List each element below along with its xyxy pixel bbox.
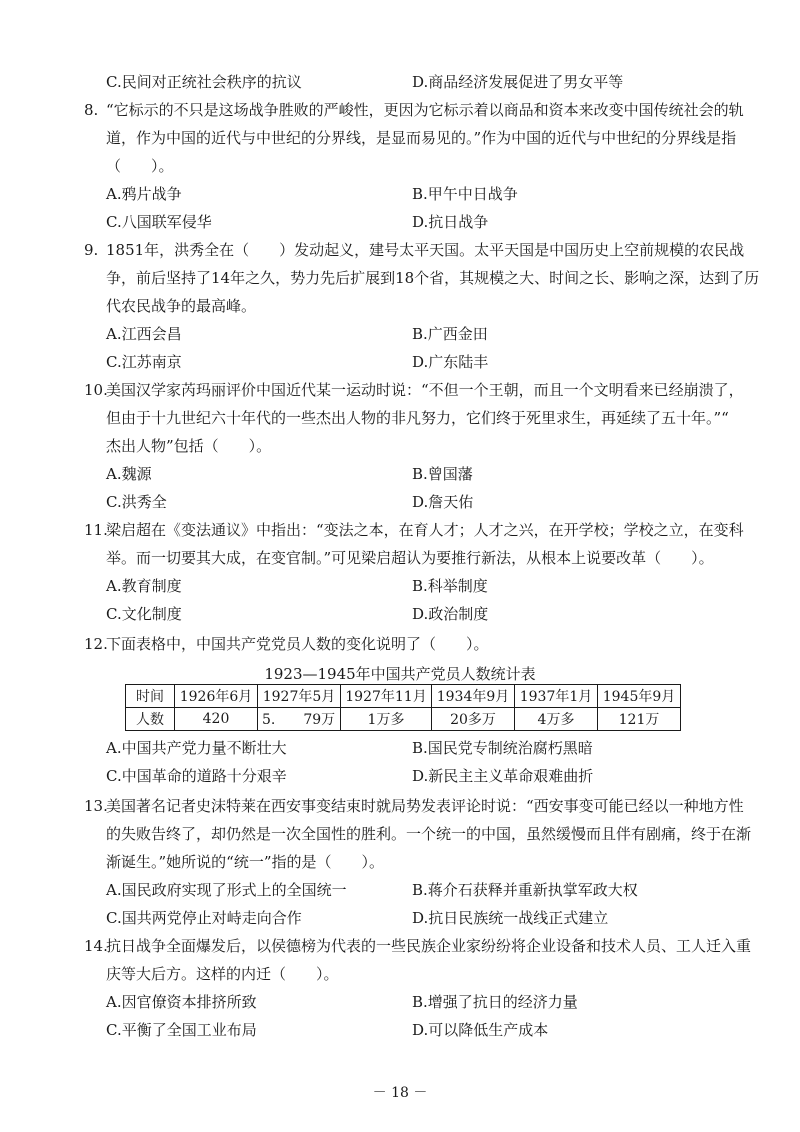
q13-number: 13.	[84, 797, 108, 815]
q11-stem-line: 梁启超在《变法通议》中指出：“变法之本，在育人才；人才之兴，在开学校；学校之立，在变科	[106, 521, 744, 539]
q10-stem-line: 但由于十九世纪六十年代的一些杰出人物的非凡努力，它们终于死里求生，再延续了五十年。”“	[106, 409, 729, 427]
q11-option-b: B.科举制度	[412, 577, 488, 595]
q8-option-c: C.八国联军侵华	[106, 213, 212, 231]
table-title: 1923—1945年中国共产党员人数统计表	[264, 665, 536, 683]
q11-option-c: C.文化制度	[106, 605, 182, 623]
q8-number: 8.	[84, 101, 99, 119]
q7-option-c: C.民间对正统社会秩序的抗议	[106, 73, 302, 91]
q11-option-a: A.教育制度	[106, 577, 182, 595]
q10-stem-line: 美国汉学家芮玛丽评价中国近代某一运动时说：“不但一个王朝，而且一个文明看来已经崩溃了，	[106, 381, 744, 399]
q9-stem-line: 代农民战争的最高峰。	[106, 297, 257, 315]
q12-option-b: B.国民党专制统治腐朽黑暗	[412, 739, 593, 757]
q9-number: 9.	[84, 241, 99, 259]
q10-stem	[106, 380, 744, 464]
q13-stem	[106, 796, 752, 880]
table-cell: 5. 79万	[258, 708, 341, 731]
table-cell: 121万	[598, 708, 681, 731]
q14-option-d: D.可以降低生产成本	[412, 1021, 549, 1039]
q8-stem-line: 道，作为中国的近代与中世纪的分界线，是显而易见的。”作为中国的近代与中世纪的分界线是指	[106, 129, 737, 147]
q14-option-c: C.平衡了全国工业布局	[106, 1021, 257, 1039]
q8-option-b: B.甲午中日战争	[412, 185, 518, 203]
table-cell: 1927年5月	[258, 685, 341, 708]
q10-option-c: C.洪秀全	[106, 493, 167, 511]
q13-stem-line: 的失败告终了，却仍然是一次全国性的胜利。一个统一的中国，虽然缓慢而且伴有剧痛，终于在渐	[106, 825, 752, 843]
q12-option-a: A.中国共产党力量不断壮大	[106, 739, 287, 757]
q9-stem-line: 争，前后坚持了14年之久，势力先后扩展到18个省，其规模之大、时间之长、影响之深，达到了历	[106, 269, 760, 287]
q14-stem	[106, 936, 752, 992]
q13-stem-line: 渐诞生。”她所说的“统一”指的是（ ）。	[106, 853, 385, 871]
q14-stem-line: 庆等大后方。这样的内迁（ ）。	[106, 965, 339, 983]
q13-option-c: C.国共两党停止对峙走向合作	[106, 909, 302, 927]
table-cell: 1934年9月	[432, 685, 515, 708]
q14-stem-line: 抗日战争全面爆发后，以侯德榜为代表的一些民族企业家纷纷将企业设备和技术人员、工人迁入重	[106, 937, 752, 955]
q12-stem	[106, 634, 726, 662]
q11-number: 11.	[84, 521, 108, 539]
table-cell: 时间	[126, 685, 175, 708]
q10-option-d: D.詹天佑	[412, 493, 474, 511]
q9-option-a: A.江西会昌	[106, 325, 182, 343]
q8-stem-line: “它标示的不只是这场战争胜败的严峻性，更因为它标示着以商品和资本来改变中国传统社会的轨	[106, 101, 744, 119]
q9-option-d: D.广东陆丰	[412, 353, 489, 371]
q8-stem-line: （ ）。	[106, 157, 174, 175]
q10-option-b: B.曾国藩	[412, 465, 473, 483]
table-header-row	[126, 685, 681, 708]
q9-stem	[106, 240, 760, 324]
q13-option-a: A.国民政府实现了形式上的全国统一	[106, 881, 347, 899]
q11-stem	[106, 520, 744, 576]
q11-stem-line: 举。而一切要其大成，在变官制。”可见梁启超认为要推行新法，从根本上说要改革（ ）。	[106, 549, 714, 567]
q8-option-a: A.鸦片战争	[106, 185, 182, 203]
q8-option-d: D.抗日战争	[412, 213, 489, 231]
q11-option-d: D.政治制度	[412, 605, 489, 623]
q10-number: 10.	[84, 381, 108, 399]
table-cell: 人数	[126, 708, 175, 731]
table-cell: 1945年9月	[598, 685, 681, 708]
q8-stem	[106, 100, 744, 184]
table-row	[126, 708, 681, 731]
table-cell: 420	[175, 708, 258, 731]
table-cell: 1927年11月	[341, 685, 432, 708]
q12-number: 12.	[84, 635, 108, 653]
q10-option-a: A.魏源	[106, 465, 152, 483]
page-number: － 18 －	[372, 1085, 428, 1101]
q9-option-b: B.广西金田	[412, 325, 488, 343]
q9-stem-line: 1851年，洪秀全在（ ）发动起义，建号太平天国。太平天国是中国历史上空前规模的农民战	[106, 241, 745, 259]
table-cell: 1937年1月	[515, 685, 598, 708]
table-cell: 20多万	[432, 708, 515, 731]
table-cell: 1926年6月	[175, 685, 258, 708]
q12-option-d: D.新民主主义革命艰难曲折	[412, 767, 594, 785]
table-cell: 4万多	[515, 708, 598, 731]
q12-option-c: C.中国革命的道路十分艰辛	[106, 767, 287, 785]
q10-stem-line: 杰出人物”包括（ ）。	[106, 437, 272, 455]
q9-option-c: C.江苏南京	[106, 353, 182, 371]
q13-option-d: D.抗日民族统一战线正式建立	[412, 909, 609, 927]
party-membership-table	[125, 684, 681, 731]
q14-option-a: A.因官僚资本排挤所致	[106, 993, 257, 1011]
q7-option-d: D.商品经济发展促进了男女平等	[412, 73, 624, 91]
table-cell: 1万多	[341, 708, 432, 731]
q14-option-b: B.增强了抗日的经济力量	[412, 993, 578, 1011]
q13-stem-line: 美国著名记者史沫特莱在西安事变结束时就局势发表评论时说：“西安事变可能已经以一种地方性	[106, 797, 744, 815]
q12-stem-line: 下面表格中，中国共产党党员人数的变化说明了（ ）。	[106, 635, 489, 653]
q13-option-b: B.蒋介石获释并重新执掌军政大权	[412, 881, 638, 899]
q14-number: 14.	[84, 937, 108, 955]
